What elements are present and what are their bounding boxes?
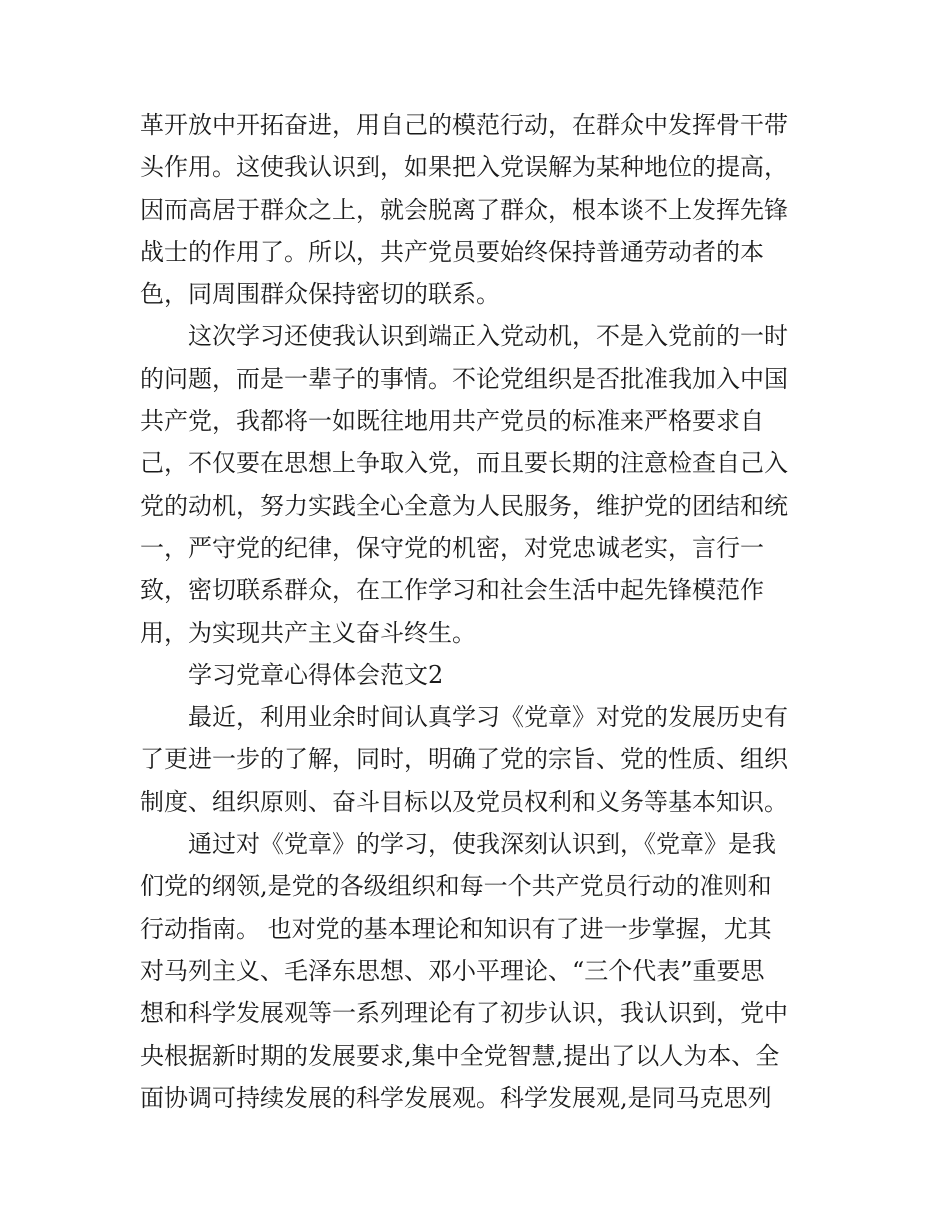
paragraph-line: 因而高居于群众之上，就会脱离了群众，根本谈不上发挥先锋 [140, 195, 788, 224]
paragraph-line: 革开放中开拓奋进，用自己的模范行动，在群众中发挥骨干带 [140, 111, 788, 139]
paragraph-line: 通过对《党章》的学习，使我深刻认识到，《党章》是我 [188, 830, 776, 859]
paragraph-line: 行动指南。 也对党的基本理论和知识有了进一步掌握，尤其 [140, 914, 772, 943]
paragraph-line: 头作用。这使我认识到，如果把入党误解为某种地位的提高， [140, 153, 788, 182]
paragraph-line: 对马列主义、毛泽东思想、邓小平理论、“三个代表”重要思 [140, 956, 765, 985]
paragraph-line: 们党的纲领,是党的各级组织和每一个共产党员行动的准则和 [140, 872, 772, 901]
paragraph-line: 用，为实现共产主义奋斗终生。 [140, 618, 476, 647]
paragraph-line: 面协调可持续发展的科学发展观。科学发展观,是同马克思列 [140, 1083, 772, 1112]
paragraph-line: 了更进一步的了解，同时，明确了党的宗旨、党的性质、组织 [140, 745, 788, 774]
paragraph-line: 己，不仅要在思想上争取入党，而且要长期的注意检查自己入 [140, 449, 788, 478]
paragraph-line: 央根据新时期的发展要求,集中全党智慧,提出了以人为本、全 [140, 1041, 780, 1070]
section-heading: 学习党章心得体会范文2 [188, 660, 444, 689]
document-body [140, 104, 820, 1119]
paragraph-line: 这次学习还使我认识到端正入党动机，不是入党前的一时 [188, 322, 788, 351]
paragraph-line: 共产党，我都将一如既往地用共产党员的标准来严格要求自 [140, 407, 764, 436]
paragraph-line: 制度、组织原则、奋斗目标以及党员权利和义务等基本知识。 [140, 787, 788, 816]
paragraph-line: 想和科学发展观等一系列理论有了初步认识，我认识到，党中 [140, 999, 788, 1028]
paragraph-line: 致，密切联系群众，在工作学习和社会生活中起先锋模范作 [140, 576, 764, 605]
paragraph-line: 最近，利用业余时间认真学习《党章》对党的发展历史有 [188, 703, 788, 732]
paragraph-line: 一，严守党的纪律，保守党的机密，对党忠诚老实，言行一 [140, 533, 764, 562]
paragraph-line: 的问题，而是一辈子的事情。不论党组织是否批准我加入中国 [140, 364, 788, 393]
paragraph-line: 色，同周围群众保持密切的联系。 [140, 280, 500, 309]
paragraph-line: 党的动机，努力实践全心全意为人民服务，维护党的团结和统 [140, 491, 788, 520]
paragraph-line: 战士的作用了。所以，共产党员要始终保持普通劳动者的本 [140, 237, 764, 266]
